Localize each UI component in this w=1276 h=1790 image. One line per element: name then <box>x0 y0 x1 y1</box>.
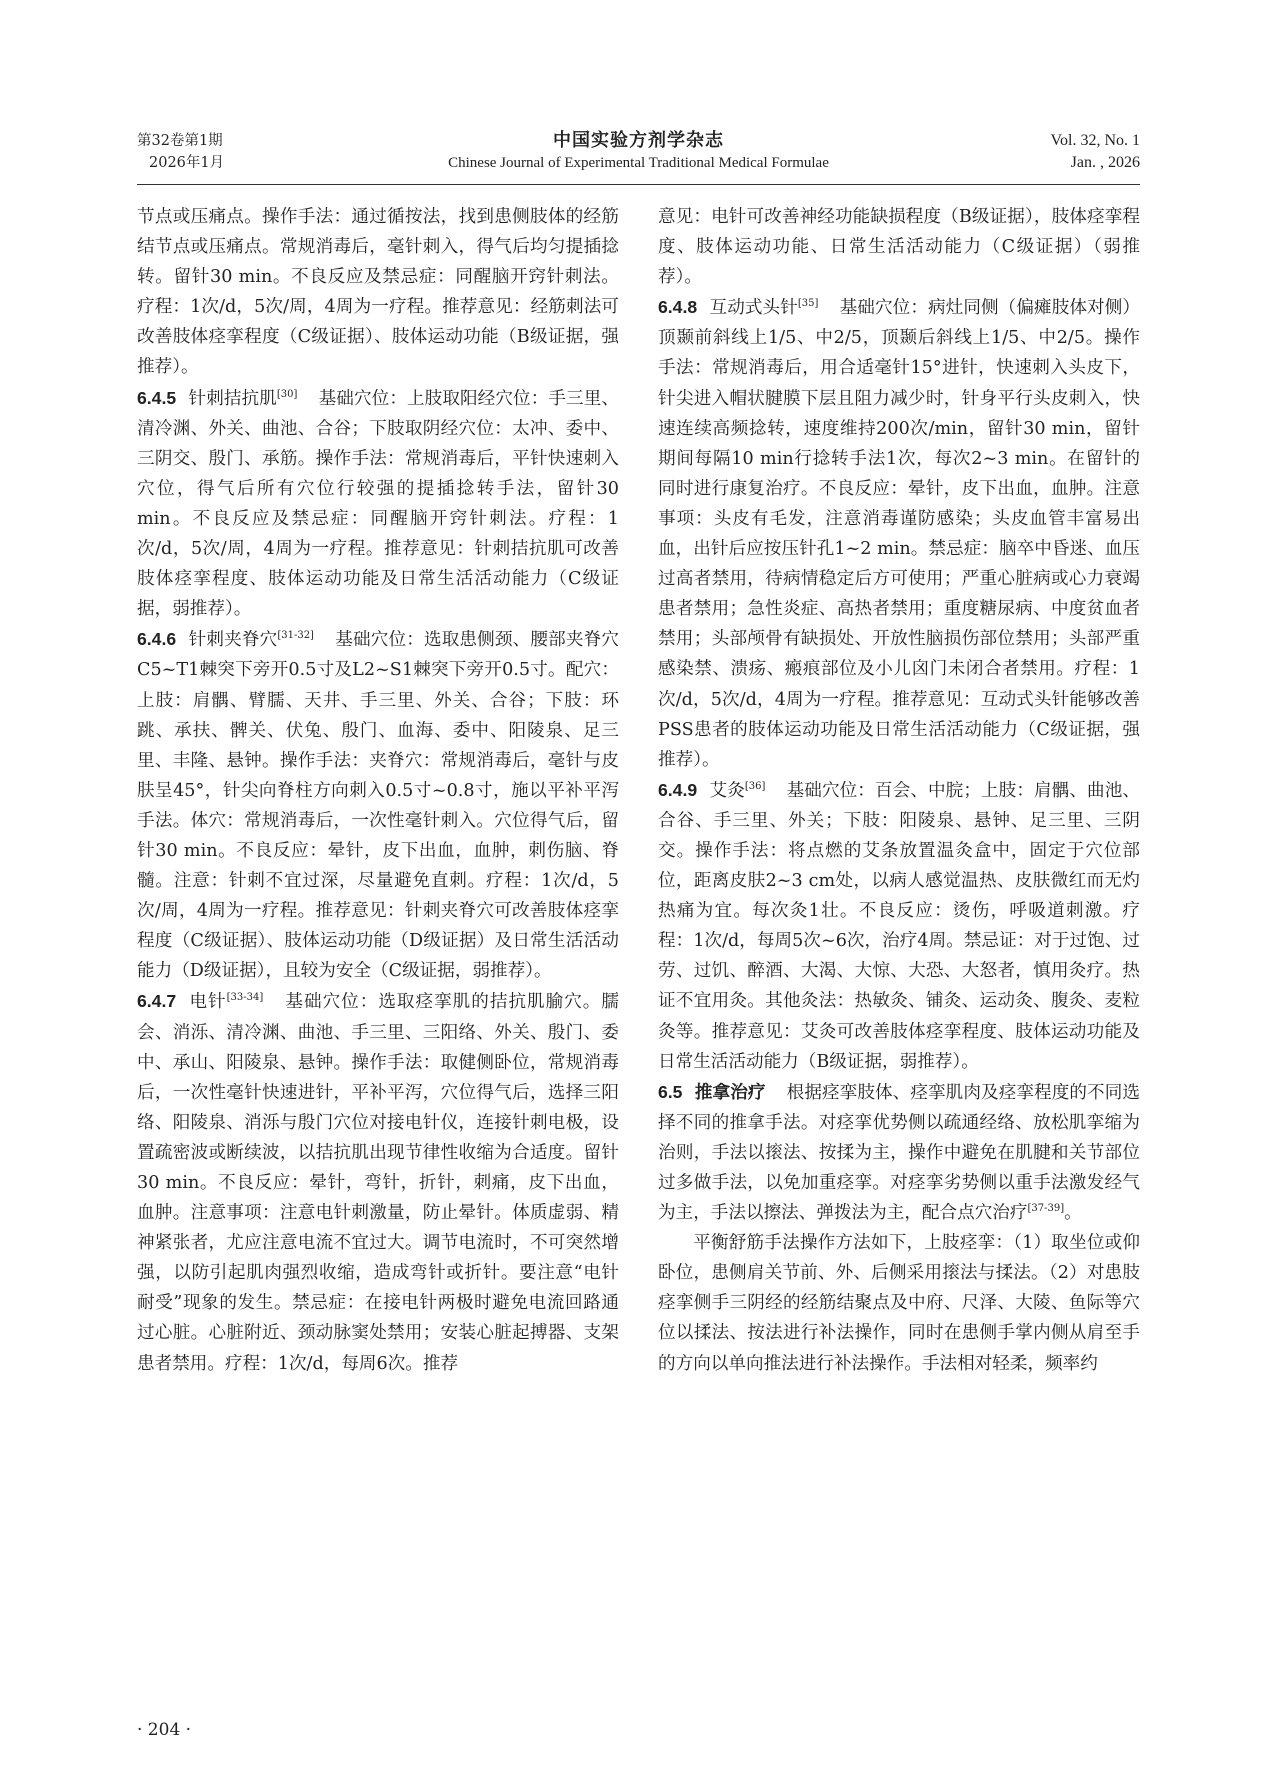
section-6-4-5 <box>137 383 619 625</box>
section-text: 基础穴位：百会、中脘；上肢：肩髃、曲池、合谷、手三里、外关；下肢：阳陵泉、悬钟、足三里、三阴交。操作手法：将点燃的艾条放置温灸盒中，固定于穴位部位，距离皮肤2~3 cm处，以病人感觉温热、皮肤微红而无灼热痛为宜。每次灸1壮。不良反应：烫伤，呼吸道刺激。疗程：1次/d，每周5次~6次，治疗4周。禁忌证：对于过饱、过劳、过饥、醉酒、大渴、大惊、大恐、大怒者，慎用灸疗。热证不宜用灸。其他灸法：热敏灸、铺灸、运动灸、腹灸、麦粒灸等。推荐意见：艾灸可改善肢体痉挛程度、肢体运动功能及日常生活活动能力（B级证据，弱推荐）。 <box>658 780 1140 1072</box>
citation: [33-34] <box>226 992 264 1004</box>
section-title: 针刺拮抗肌[30] <box>188 388 298 409</box>
citation: [31-32] <box>277 630 314 642</box>
paragraph-intro: 节点或压痛点。操作手法：通过循按法，找到患侧肢体的经筋结节点或压痛点。常规消毒后，毫针刺入，得气后均匀提插捻转。留针30 min。不良反应及禁忌症：同醒脑开窍针刺法。疗程：1次/d，5次/周，4周为一疗程。推荐意见：经筋刺法可改善肢体痉挛程度（C级证据）、肢体运动功能（B级证据，强推荐）。 <box>137 207 619 378</box>
section-6-4-8 <box>658 292 1140 775</box>
section-number: 6.4.5 <box>137 387 177 408</box>
date-cn: 2026年1月 <box>149 155 225 171</box>
section-number: 6.4.6 <box>137 629 177 650</box>
section-text: 基础穴位：选取患侧颈、腰部夹脊穴C5~T1棘突下旁开0.5寸及L2~S1棘突下旁开0.5寸。配穴：上肢：肩髃、臂臑、天井、手三里、外关、合谷；下肢：环跳、承扶、髀关、伏兔、殷门、血海、委中、阳陵泉、足三里、丰隆、悬钟。操作手法：夹脊穴：常规消毒后，毫针与皮肤呈45°，针尖向脊柱方向刺入0.5寸~0.8寸，施以平补平泻手法。体穴：常规消毒后，一次性毫针刺入。穴位得气后，留针30 min。不良反应：晕针，皮下出血，血肿，刺伤脑、脊髓。注意：针刺不宜过深，尽量避免直刺。疗程：1次/d，5次/周，4周为一疗程。推荐意见：针刺夹脊穴可改善肢体痉挛程度（C级证据）、肢体运动功能（D级证据）及日常生活活动能力（D级证据），且较为安全（C级证据，弱推荐）。 <box>137 630 619 982</box>
section-title: 电针[33-34] <box>188 992 264 1013</box>
section-number: 6.4.7 <box>137 991 177 1012</box>
section-title: 推拿治疗 <box>694 1081 766 1102</box>
section-number: 6.4.8 <box>658 297 698 318</box>
volume-issue-cn: 第32卷第1期 <box>137 133 223 149</box>
volume-issue-en: Vol. 32, No. 1 <box>1050 132 1140 149</box>
section-6-4-7 <box>137 986 619 1378</box>
section-title: 针刺夹脊穴[31-32] <box>188 630 314 651</box>
section-text: 基础穴位：上肢取阳经穴位：手三里、清冷渊、外关、曲池、合谷；下肢取阴经穴位：太冲、委中、三阴交、殷门、承筋。操作手法：常规消毒后，平针快速刺入穴位，得气后所有穴位行较强的提插捻转手法，留针30 min。不良反应及禁忌症：同醒脑开窍针刺法。疗程：1次/d，5次/周，4周为一疗程。推荐意见：针刺拮抗肌可改善肢体痉挛程度、肢体运动功能及日常生活活动能力（C级证据，弱推荐）。 <box>137 388 619 620</box>
journal-title-cn: 中国实验方剂学杂志 <box>553 130 724 151</box>
left-column <box>137 202 619 1379</box>
citation: [35] <box>797 298 819 310</box>
running-header <box>137 130 1140 185</box>
section-number: 6.5 <box>658 1081 683 1102</box>
header-rule <box>137 184 1140 185</box>
section-6-4-6 <box>137 624 619 986</box>
paragraph-last: 平衡舒筋手法操作方法如下，上肢痉挛：（1）取坐位或仰卧位，患侧肩关节前、外、后侧采用㨰法与揉法。（2）对患肢痉挛侧手三阴经的经筋结聚点及中府、尺泽、大陵、鱼际等穴位以揉法、按法进行补法操作，同时在患侧手掌内侧从肩至手的方向以单向推法进行补法操作。手法相对轻柔，频率约 <box>658 1233 1140 1374</box>
section-6-5 <box>658 1077 1140 1228</box>
section-number: 6.4.9 <box>658 779 698 800</box>
section-text: 基础穴位：病灶同侧（偏瘫肢体对侧）顶颞前斜线上1/5、中2/5，顶颞后斜线上1/5、中2/5。操作手法：常规消毒后，用合适毫针15°进针，快速刺入头皮下，针尖进入帽状腱膜下层且阻力减少时，针身平行头皮刺入，快速连续高频捻转，速度维持200次/min，留针30 min，留针期间每隔10 min行捻转手法1次，每次2~3 min。在留针的同时进行康复治疗。不良反应：晕针，皮下出血，血肿。注意事项：头皮有毛发，注意消毒谨防感染；头皮血管丰富易出血，出针后应按压针孔1~2 min。禁忌症：脑卒中昏迷、血压过高者禁用，待病情稳定后方可使用；严重心脏病或心力衰竭患者禁用；急性炎症、高热者禁用；重度糖尿病、中度贫血者禁用；头部颅骨有缺损处、开放性脑损伤部位禁用；头部严重感染禁、溃疡、瘢痕部位及小儿囟门未闭合者禁用。疗程：1次/d，5次/d，4周为一疗程。推荐意见：互动式头针能够改善PSS患者的肢体运动功能及日常生活活动能力（C级证据，强推荐）。 <box>658 298 1140 770</box>
citation: [37-39] <box>1027 1203 1065 1215</box>
section-text: 基础穴位：选取痉挛肌的拮抗肌腧穴。臑会、消泺、清冷渊、曲池、手三里、三阳络、外关、殷门、委中、承山、阳陵泉、悬钟。操作手法：取健侧卧位，常规消毒后，一次性毫针快速进针，平补平泻，穴位得气后，选择三阳络、阳陵泉、消泺与殷门穴位对接电针仪，连接针刺电极，设置疏密波或断续波，以拮抗肌出现节律性收缩为合适度。留针30 min。不良反应：晕针，弯针，折针，刺痛，皮下出血，血肿。注意事项：注意电针刺激量，防止晕针。体质虚弱、精神紧张者，尤应注意电流不宜过大。调节电流时，不可突然增强，以防引起肌肉强烈收缩，造成弯针或折针。要注意“电针耐受”现象的发生。禁忌症：在接电针两极时避免电流回路通过心脏。心脏附近、颈动脉窦处禁用；安装心脏起搏器、支架患者禁用。疗程：1次/d，每周6次。推荐 <box>137 992 619 1374</box>
journal-title-en: Chinese Journal of Experimental Traditional Medical Formulae <box>448 155 829 171</box>
page-number: · 204 · <box>137 1720 192 1740</box>
section-title: 互动式头针[35] <box>709 298 819 319</box>
section-text-end: 。 <box>1064 1203 1082 1224</box>
section-title: 艾灸[36] <box>709 780 766 801</box>
citation: [30] <box>276 388 298 400</box>
citation: [36] <box>744 780 766 792</box>
header-center <box>137 130 1140 175</box>
right-column <box>658 202 1140 1379</box>
section-text: 根据痉挛肢体、痉挛肌肉及痉挛程度的不同选择不同的推拿手法。对痉挛优势侧以疏通经络、放松肌挛缩为治则，手法以㨰法、按揉为主，操作中避免在肌腱和关节部位过多做手法，以免加重痉挛。对痉挛劣势侧以重手法激发经气为主，手法以擦法、弹拨法为主，配合点穴治疗 <box>658 1082 1140 1224</box>
header-right <box>1051 130 1141 174</box>
date-en: Jan. , 2026 <box>1070 154 1140 171</box>
section-6-4-9 <box>658 775 1140 1077</box>
paragraph-continued: 意见：电针可改善神经功能缺损程度（B级证据），肢体痉挛程度、肢体运动功能、日常生活活动能力（C级证据）（弱推荐）。 <box>658 207 1140 288</box>
